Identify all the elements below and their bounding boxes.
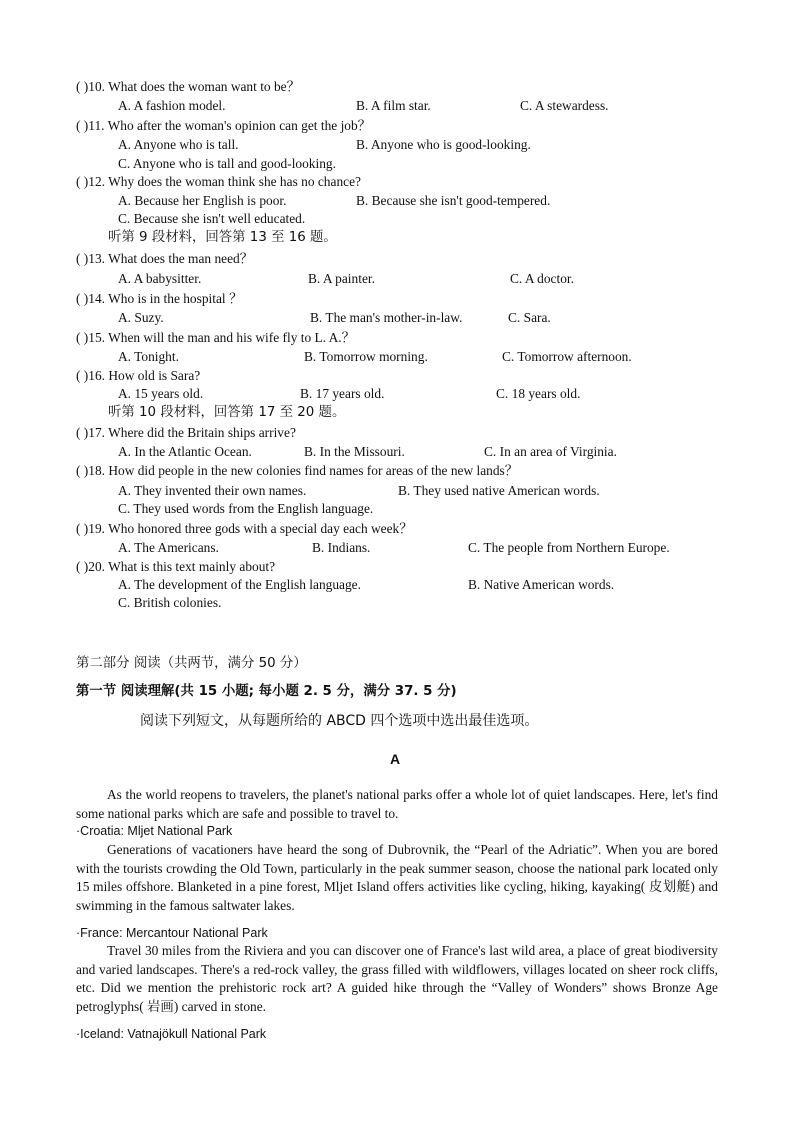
q15-option-a: A. Tonight.	[118, 349, 179, 364]
q11-option-b: B. Anyone who is good-looking.	[356, 137, 531, 152]
q18-option-c: C. They used words from the English language.	[118, 501, 374, 516]
q17-option-a: A. In the Atlantic Ocean.	[118, 444, 252, 459]
q19-option-c: C. The people from Northern Europe.	[468, 540, 670, 555]
q14-option-c: C. Sara.	[508, 310, 551, 325]
q17-option-b: B. In the Missouri.	[304, 444, 405, 459]
q13-option-a: A. A babysitter.	[118, 271, 202, 286]
q20-option-b: B. Native American words.	[468, 577, 615, 592]
question-16: ( )16. How old is Sara?	[76, 368, 201, 383]
q11-option-a: A. Anyone who is tall.	[118, 137, 239, 152]
question-17: ( )17. Where did the Britain ships arrive?	[76, 425, 296, 440]
q12-option-c: C. Because she isn't well educated.	[118, 211, 306, 226]
iceland-heading: ·Iceland: Vatnajökull National Park	[76, 1027, 267, 1041]
q10-option-b: B. A film star.	[356, 98, 431, 113]
passage-intro: As the world reopens to travelers, the planet's national parks offer a whole lot of quiet landscapes. Here, let's find some national parks which are safe and possible to travel to.	[76, 787, 718, 821]
q16-option-a: A. 15 years old.	[118, 386, 204, 401]
q12-option-a: A. Because her English is poor.	[118, 193, 287, 208]
q12-option-b: B. Because she isn't good-tempered.	[356, 193, 551, 208]
part-2-heading: 第二部分 阅读（共两节，满分 50 分）	[76, 656, 307, 671]
q15-option-b: B. Tomorrow morning.	[304, 349, 428, 364]
q20-option-a: A. The development of the English language.	[118, 577, 361, 592]
question-13: ( )13. What does the man need？	[76, 251, 254, 266]
croatia-heading: ·Croatia: Mljet National Park	[76, 824, 233, 838]
question-20: ( )20. What is this text mainly about?	[76, 559, 276, 574]
q19-option-a: A. The Americans.	[118, 540, 219, 555]
q14-option-b: B. The man's mother-in-law.	[310, 310, 463, 325]
section-1-heading: 第一节 阅读理解(共 15 小题; 每小题 2. 5 分，满分 37. 5 分)	[76, 684, 457, 699]
question-18: ( )18. How did people in the new colonies find names for areas of the new lands？	[76, 463, 519, 478]
question-15: ( )15. When will the man and his wife fly to L. A.？	[76, 330, 356, 345]
section-10-instruction: 听第 10 段材料，回答第 17 至 20 题。	[108, 405, 346, 420]
q18-option-a: A. They invented their own names.	[118, 483, 307, 498]
passage-label: A	[390, 751, 401, 767]
q13-option-c: C. A doctor.	[510, 271, 574, 286]
croatia-paragraph: Generations of vacationers have heard the song of Dubrovnik, the “Pearl of the Adriatic”. When you are bored with the tourists crowding the Old Town, particularly in the peak summer season, choose the national park located only 15 miles offshore. Blanketed in a pine forest, Mljet Island offers activities like cycling, hiking, kayaking( 皮划艇) and swimming in the famous saltwater lakes.	[76, 842, 718, 913]
question-14: ( )14. Who is in the hospital ？	[76, 291, 243, 306]
q10-option-c: C. A stewardess.	[520, 98, 609, 113]
question-19: ( )19. Who honored three gods with a special day each week？	[76, 521, 413, 536]
france-heading: ·France: Mercantour National Park	[76, 926, 268, 940]
question-11: ( )11. Who after the woman's opinion can get the job？	[76, 118, 372, 133]
q18-option-b: B. They used native American words.	[398, 483, 600, 498]
q13-option-b: B. A painter.	[308, 271, 375, 286]
question-12: ( )12. Why does the woman think she has no chance?	[76, 174, 361, 189]
q20-option-c: C. British colonies.	[118, 595, 222, 610]
q16-option-c: C. 18 years old.	[496, 386, 581, 401]
question-10: ( )10. What does the woman want to be？	[76, 79, 300, 94]
q16-option-b: B. 17 years old.	[300, 386, 385, 401]
section-9-instruction: 听第 9 段材料，回答第 13 至 16 题。	[108, 230, 337, 245]
q15-option-c: C. Tomorrow afternoon.	[502, 349, 632, 364]
reading-instruction: 阅读下列短文，从每题所给的 ABCD 四个选项中选出最佳选项。	[140, 713, 539, 729]
q19-option-b: B. Indians.	[312, 540, 371, 555]
q14-option-a: A. Suzy.	[118, 310, 164, 325]
france-paragraph: Travel 30 miles from the Riviera and you can discover one of France's last wild area, a place of great biodiversity and varied landscapes. There's a red-rock valley, the grass filled with wildflowers, villages located on sheer rock cliffs, etc. Did we mention the prehistoric rock art? A guided hike through the “Valley of Wonders” shows Bronze Age petroglyphs( 岩画) carved in stone.	[76, 943, 718, 1014]
q17-option-c: C. In an area of Virginia.	[484, 444, 617, 459]
q10-option-a: A. A fashion model.	[118, 98, 226, 113]
q11-option-c: C. Anyone who is tall and good-looking.	[118, 156, 336, 171]
